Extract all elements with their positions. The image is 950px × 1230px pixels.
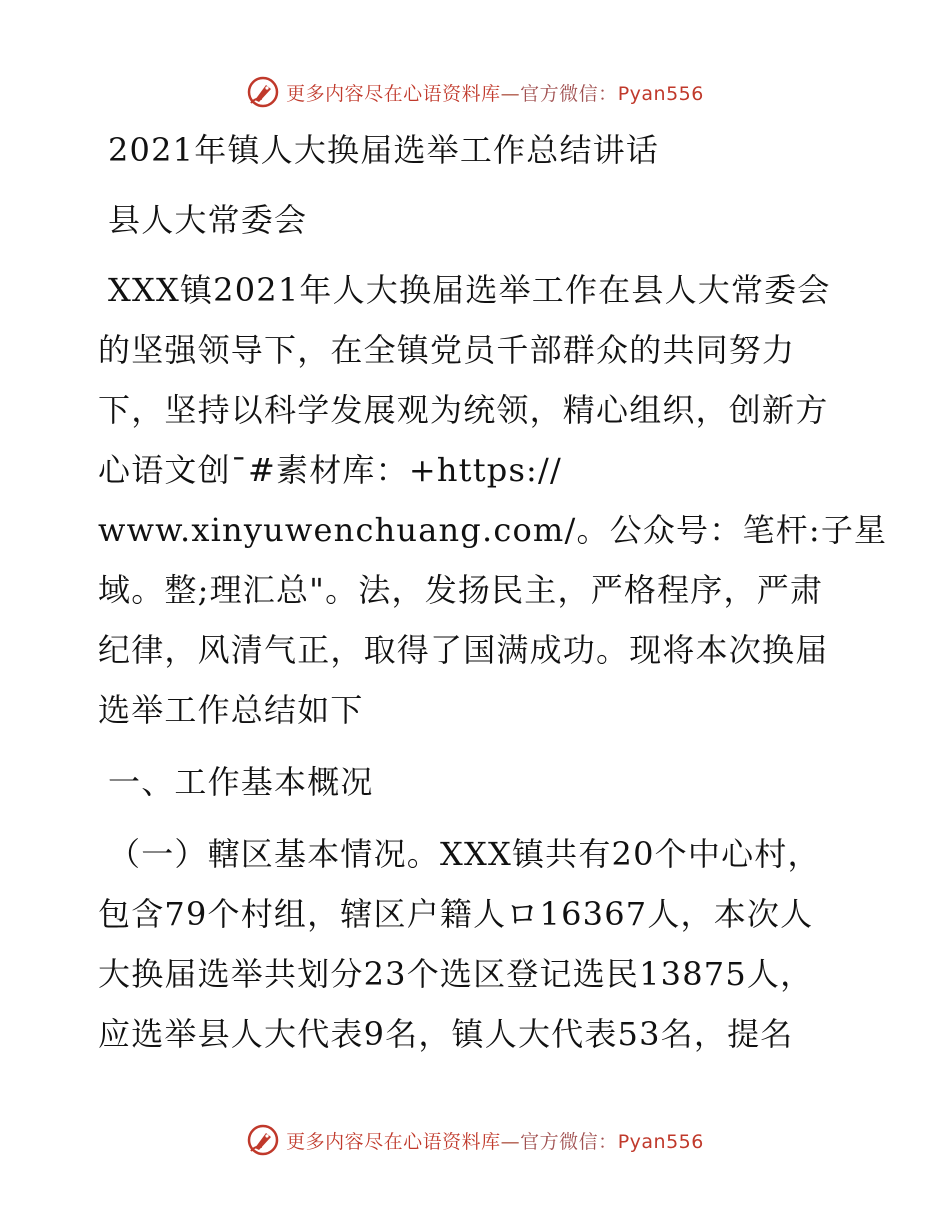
paragraph-line: XXX镇2021年人大换届选举工作在县人大常委会 — [108, 271, 831, 309]
document-title: 2021年镇人大换届选举工作总结讲话 — [108, 131, 660, 169]
paragraph-line: 包含79个村组，辖区户籍人ロ16367人，本次人 — [98, 895, 814, 933]
watermark-wechat-id: Pyan556 — [617, 82, 704, 105]
paragraph-line: 域。整;理汇总"。法，发扬民主，严格程序，严肃 — [98, 571, 824, 609]
section-heading: 一、工作基本概况 — [108, 763, 374, 801]
paragraph-line: 的坚强领导下，在全镇党员千部群众的共同努力 — [98, 331, 796, 369]
watermark-dash: — — [500, 1130, 521, 1153]
paragraph-line: 大换届选举共划分23个选区登记选民13875人， — [98, 955, 814, 993]
watermark-main-text: 更多内容尽在心语资料库 — [286, 1130, 501, 1153]
pen-nib-logo-icon — [246, 1123, 280, 1157]
watermark-wechat-label: 官方微信： — [520, 82, 618, 105]
watermark-text — [286, 79, 704, 106]
watermark-wechat-id: Pyan556 — [617, 1130, 704, 1153]
paragraph-intro — [98, 260, 888, 740]
document-page — [98, 120, 888, 1064]
paragraph-line: 纪律，风清气正，取得了国满成功。现将本次换届 — [98, 631, 829, 669]
document-author: 县人大常委会 — [108, 201, 308, 239]
paragraph-line: 选举工作总结如下 — [98, 691, 364, 729]
watermark-banner-top — [0, 72, 950, 112]
pen-nib-logo-icon — [246, 75, 280, 109]
watermark-wechat-label: 官方微信： — [520, 1130, 618, 1153]
watermark-banner-bottom — [0, 1120, 950, 1160]
paragraph-line: 下，坚持以科学发展观为统领，精心组织，创新方 — [98, 391, 829, 429]
paragraph-line: www.xinyuwenchuang.com/。公众号：笔杆:子星 — [98, 511, 888, 549]
paragraph-basic-info — [98, 824, 858, 1064]
paragraph-line: 应选举县人大代表9名，镇人大代表53名，提名 — [98, 1015, 794, 1053]
paragraph-line: （一）轄区基本情况。XXX镇共有20个中心村， — [108, 835, 821, 873]
watermark-dash: — — [500, 82, 521, 105]
paragraph-line: 心语文创¯#素材库：+https:// — [98, 451, 563, 489]
watermark-main-text: 更多内容尽在心语资料库 — [286, 82, 501, 105]
watermark-text — [286, 1127, 704, 1154]
